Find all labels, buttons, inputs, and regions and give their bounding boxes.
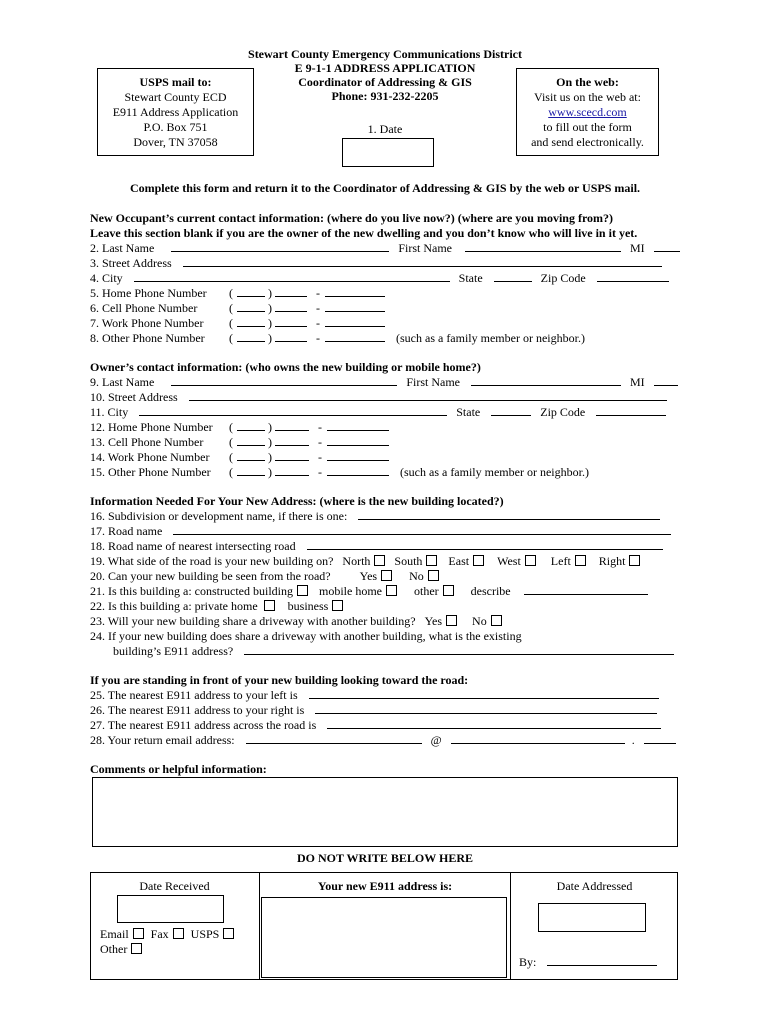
owner-city-row [90, 405, 666, 419]
area-code-field[interactable] [237, 301, 265, 312]
visible-no-checkbox[interactable] [428, 570, 439, 581]
q16-row [90, 509, 660, 523]
q27-row [90, 718, 661, 732]
usps-label: USPS [190, 927, 220, 941]
q26-label: 26. The nearest E911 address to your right is [90, 703, 305, 717]
side-right-checkbox[interactable] [629, 555, 640, 566]
owner-cell-phone-row [90, 435, 389, 449]
area-code-field[interactable] [237, 435, 265, 446]
web-line: Visit us on the web at: [534, 90, 641, 104]
paren: ) [268, 331, 272, 345]
line-number-field[interactable] [327, 465, 389, 476]
prefix-field[interactable] [275, 420, 309, 431]
email-domain-field[interactable] [451, 733, 625, 744]
describe-field[interactable] [524, 584, 648, 595]
street-label: 10. Street Address [90, 390, 178, 404]
paren: ) [268, 465, 272, 479]
left-address-field[interactable] [309, 688, 659, 699]
phone-label: 6. Cell Phone Number [90, 301, 198, 315]
dash: - [318, 420, 322, 434]
side-north-label: North [342, 554, 371, 568]
area-code-field[interactable] [237, 316, 265, 327]
standing-heading: If you are standing in front of your new building looking toward the road: [90, 673, 469, 687]
side-south-checkbox[interactable] [426, 555, 437, 566]
at-sign: @ [430, 733, 442, 747]
driveway-yes-label: Yes [424, 614, 443, 628]
side-east-label: East [448, 554, 470, 568]
q20-row [90, 569, 439, 583]
fax-checkbox[interactable] [173, 928, 184, 939]
q17-row [90, 524, 671, 538]
do-not-write-heading: DO NOT WRITE BELOW HERE [296, 851, 474, 865]
q25-label: 25. The nearest E911 address to your left is [90, 688, 298, 702]
email-tld-field[interactable] [644, 733, 676, 744]
occupant-state-field[interactable] [494, 271, 532, 282]
q22-label: 22. Is this building a: private home [90, 599, 258, 613]
by-field[interactable] [547, 955, 657, 966]
paren: ( [229, 301, 233, 315]
prefix-field[interactable] [275, 435, 309, 446]
new-address-label: Your new E911 address is: [317, 879, 453, 893]
existing-address-field[interactable] [244, 644, 674, 655]
location-heading: Information Needed For Your New Address: (where is the new building located?) [90, 494, 504, 508]
area-code-field[interactable] [237, 331, 265, 342]
received-other-row [100, 942, 142, 956]
zip-label: Zip Code [540, 405, 586, 419]
owner-city-field[interactable] [139, 405, 447, 416]
q22-row [90, 599, 343, 613]
dash: - [318, 450, 322, 464]
dot-sign: . [631, 733, 635, 747]
paren: ) [268, 420, 272, 434]
side-west-checkbox[interactable] [525, 555, 536, 566]
paren: ( [229, 286, 233, 300]
line-number-field[interactable] [325, 316, 385, 327]
area-code-field[interactable] [237, 286, 265, 297]
email-checkbox[interactable] [133, 928, 144, 939]
mi-label: MI [629, 241, 645, 255]
phone-label: 13. Cell Phone Number [90, 435, 204, 449]
city-label: 4. City [90, 271, 123, 285]
describe-label: describe [470, 584, 511, 598]
across-address-field[interactable] [327, 718, 661, 729]
q16-label: 16. Subdivision or development name, if there is one: [90, 509, 348, 523]
occupant-city-field[interactable] [134, 271, 450, 282]
prefix-field[interactable] [275, 301, 307, 312]
line-number-field[interactable] [327, 450, 389, 461]
date-field[interactable] [342, 138, 434, 167]
q21-row [90, 584, 648, 598]
prefix-field[interactable] [275, 286, 307, 297]
q28-label: 28. Your return email address: [90, 733, 235, 747]
owner-zip-field[interactable] [596, 405, 666, 416]
line-number-field[interactable] [327, 420, 389, 431]
date-addressed-field[interactable] [538, 903, 646, 932]
business-checkbox[interactable] [332, 600, 343, 611]
occupant-zip-field[interactable] [597, 271, 669, 282]
visible-yes-label: Yes [359, 569, 378, 583]
owner-home-phone-row [90, 420, 389, 434]
occupant-home-phone-row [90, 286, 385, 300]
web-box [516, 68, 659, 156]
q28-row [90, 733, 676, 747]
first-name-label: First Name [406, 375, 460, 389]
other-checkbox[interactable] [131, 943, 142, 954]
side-left-checkbox[interactable] [575, 555, 586, 566]
owner-work-phone-row [90, 450, 389, 464]
paren: ( [229, 331, 233, 345]
owner-last-name-field[interactable] [171, 375, 397, 386]
owner-other-phone-row [90, 465, 589, 479]
visible-no-label: No [409, 569, 424, 583]
owner-heading: Owner’s contact information: (who owns the new building or mobile home?) [90, 360, 481, 374]
q27-label: 27. The nearest E911 address across the road is [90, 718, 317, 732]
prefix-field[interactable] [275, 465, 309, 476]
occupant-street-field[interactable] [183, 256, 662, 267]
phone-number: Phone: 931-232-2205 [331, 89, 439, 103]
prefix-field[interactable] [275, 450, 309, 461]
occupant-heading: New Occupant’s current contact information: (where do you live now?) (where are you moving from?) [90, 211, 614, 225]
driveway-no-checkbox[interactable] [491, 615, 502, 626]
phone-label: 14. Work Phone Number [90, 450, 210, 464]
subdivision-field[interactable] [358, 509, 660, 520]
phone-label: 8. Other Phone Number [90, 331, 205, 345]
owner-street-row [90, 390, 667, 404]
website-link[interactable]: www.scecd.com [548, 105, 627, 119]
owner-street-field[interactable] [189, 390, 667, 401]
side-left-label: Left [550, 554, 571, 568]
paren: ( [229, 450, 233, 464]
date-received-field[interactable] [117, 895, 224, 923]
usps-title: USPS mail to: [139, 75, 212, 89]
line-number-field[interactable] [325, 301, 385, 312]
other-type-label: other [413, 584, 439, 598]
q17-label: 17. Road name [90, 524, 163, 538]
mail-line: Dover, TN 37058 [133, 135, 218, 149]
owner-name-row [90, 375, 678, 389]
prefix-field[interactable] [275, 316, 307, 327]
usps-mail-box [97, 68, 254, 156]
q26-row [90, 703, 657, 717]
occupant-street-row [90, 256, 662, 270]
instruction: Complete this form and return it to the Coordinator of Addressing & GIS by the web or USPS mail. [129, 181, 641, 195]
dash: - [316, 331, 320, 345]
coordinator-title: Coordinator of Addressing & GIS [298, 75, 472, 89]
side-right-label: Right [598, 554, 626, 568]
paren: ( [229, 316, 233, 330]
comments-field[interactable] [92, 777, 678, 847]
comments-heading: Comments or helpful information: [90, 762, 267, 776]
zip-label: Zip Code [540, 271, 586, 285]
intersecting-road-field[interactable] [307, 539, 663, 550]
by-row [519, 955, 657, 969]
date-label: 1. Date [367, 122, 403, 136]
web-line: to fill out the form [543, 120, 632, 134]
side-west-label: West [497, 554, 521, 568]
side-south-label: South [394, 554, 423, 568]
occupant-other-phone-row [90, 331, 585, 345]
paren: ) [268, 301, 272, 315]
line-number-field[interactable] [325, 286, 385, 297]
q18-row [90, 539, 663, 553]
owner-mi-field[interactable] [654, 375, 678, 386]
owner-state-field[interactable] [491, 405, 531, 416]
q24-row [113, 644, 674, 658]
visible-yes-checkbox[interactable] [381, 570, 392, 581]
paren: ( [229, 465, 233, 479]
district-name: Stewart County Emergency Communications District [248, 47, 522, 61]
street-label: 3. Street Address [90, 256, 172, 270]
phone-label: 12. Home Phone Number [90, 420, 213, 434]
date-received-label: Date Received [139, 879, 210, 893]
q18-label: 18. Road name of nearest intersecting road [90, 539, 296, 553]
constructed-building-checkbox[interactable] [297, 585, 308, 596]
line-number-field[interactable] [327, 435, 389, 446]
area-code-field[interactable] [237, 465, 265, 476]
mail-line: Stewart County ECD [124, 90, 227, 104]
mobile-home-label: mobile home [318, 584, 382, 598]
by-label: By: [519, 955, 537, 969]
driveway-no-label: No [472, 614, 487, 628]
other-phone-note: (such as a family member or neighbor.) [396, 331, 585, 345]
occupant-name-row [90, 241, 680, 255]
prefix-field[interactable] [275, 331, 307, 342]
mi-label: MI [629, 375, 645, 389]
q24-label: 24. If your new building does share a driveway with another building, what is the existing [90, 629, 522, 643]
state-label: State [458, 271, 483, 285]
paren: ) [268, 450, 272, 464]
q21-label: 21. Is this building a: constructed building [90, 584, 293, 598]
occupant-cell-phone-row [90, 301, 385, 315]
dash: - [316, 316, 320, 330]
email-label: Email [100, 927, 129, 941]
form-title: E 9-1-1 ADDRESS APPLICATION [294, 61, 476, 75]
occupant-mi-field[interactable] [654, 241, 680, 252]
phone-label: 15. Other Phone Number [90, 465, 211, 479]
q25-row [90, 688, 659, 702]
paren: ) [268, 435, 272, 449]
dash: - [318, 435, 322, 449]
last-name-label: 2. Last Name [90, 241, 155, 255]
web-title: On the web: [556, 75, 619, 89]
occupant-city-row [90, 271, 669, 285]
first-name-label: First Name [398, 241, 452, 255]
paren: ) [268, 286, 272, 300]
q24-label-cont: building’s E911 address? [113, 644, 234, 658]
occupant-last-name-field[interactable] [171, 241, 389, 252]
usps-checkbox[interactable] [223, 928, 234, 939]
area-code-field[interactable] [237, 420, 265, 431]
owner-first-name-field[interactable] [471, 375, 621, 386]
last-name-label: 9. Last Name [90, 375, 155, 389]
date-addressed-label: Date Addressed [556, 879, 633, 893]
new-address-field[interactable] [261, 897, 507, 978]
q23-label: 23. Will your new building share a driveway with another building? [90, 614, 416, 628]
dash: - [316, 301, 320, 315]
occupant-work-phone-row [90, 316, 385, 330]
dash: - [318, 465, 322, 479]
other-phone-note: (such as a family member or neighbor.) [400, 465, 589, 479]
side-east-checkbox[interactable] [473, 555, 484, 566]
phone-label: 7. Work Phone Number [90, 316, 204, 330]
occupant-first-name-field[interactable] [465, 241, 621, 252]
private-home-checkbox[interactable] [264, 600, 275, 611]
q19-label: 19. What side of the road is your new building on? [90, 554, 334, 568]
q19-row [90, 554, 640, 568]
q20-label: 20. Can your new building be seen from the road? [90, 569, 331, 583]
mail-line: P.O. Box 751 [143, 120, 208, 134]
driveway-yes-checkbox[interactable] [446, 615, 457, 626]
occupant-subheading: Leave this section blank if you are the owner of the new dwelling and you don’t know who will live in it yet. [90, 226, 638, 240]
road-name-field[interactable] [173, 524, 671, 535]
web-line: and send electronically. [531, 135, 644, 149]
mobile-home-checkbox[interactable] [386, 585, 397, 596]
paren: ( [229, 420, 233, 434]
dash: - [316, 286, 320, 300]
email-user-field[interactable] [246, 733, 422, 744]
right-address-field[interactable] [315, 703, 657, 714]
paren: ( [229, 435, 233, 449]
other-type-checkbox[interactable] [443, 585, 454, 596]
state-label: State [456, 405, 481, 419]
other-label: Other [100, 942, 128, 956]
business-label: business [287, 599, 329, 613]
side-north-checkbox[interactable] [374, 555, 385, 566]
received-via-row [100, 927, 234, 941]
phone-label: 5. Home Phone Number [90, 286, 207, 300]
paren: ) [268, 316, 272, 330]
line-number-field[interactable] [325, 331, 385, 342]
fax-label: Fax [150, 927, 169, 941]
mail-line: E911 Address Application [112, 105, 239, 119]
area-code-field[interactable] [237, 450, 265, 461]
q23-row [90, 614, 502, 628]
city-label: 11. City [90, 405, 129, 419]
